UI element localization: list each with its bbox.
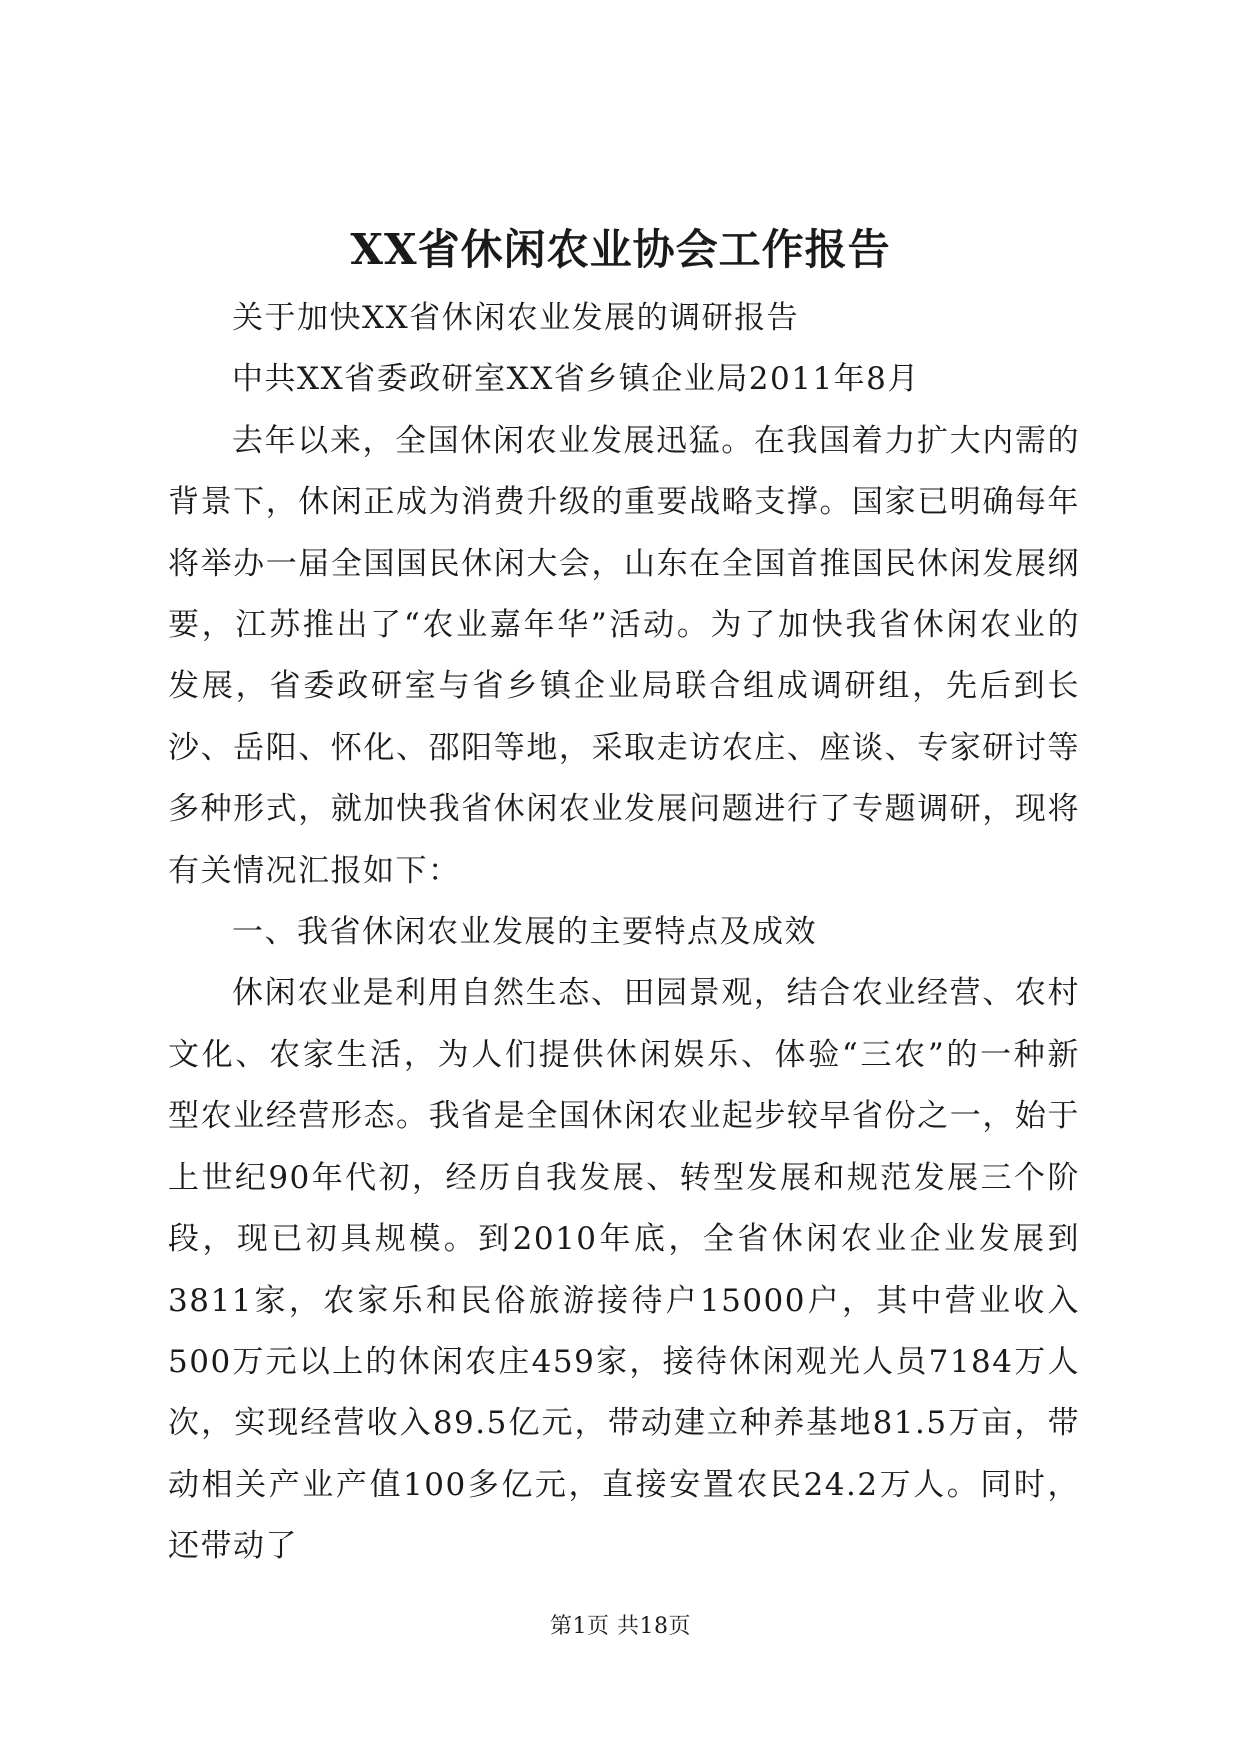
author-date-paragraph: 中共XX省委政研室XX省乡镇企业局2011年8月	[232, 361, 920, 398]
section-heading: 一、我省休闲农业发展的主要特点及成效	[232, 914, 817, 951]
page-footer: 第1页 共18页	[550, 1614, 691, 1639]
subtitle-paragraph: 关于加快XX省休闲农业发展的调研报告	[232, 300, 800, 336]
intro-paragraph: 去年以来，全国休闲农业发展迅猛。在我国着力扩大内需的背景下，休闲正成为消费升级的重要战略支撑。国家已明确每年将举办一届全国国民休闲大会，山东在全国首推国民休闲发展纲要，江苏推出了“农业嘉年华”活动。为了加快我省休闲农业的发展，省委政研室与省乡镇企业局联合组成调研组，先后到长沙、岳阳、怀化、邵阳等地，采取走访农庄、座谈、专家研讨等多种形式，就加快我省休闲农业发展问题进行了专题调研，现将有关情况汇报如下：	[168, 422, 1080, 889]
document-title: XX省休闲农业协会工作报告	[350, 225, 891, 274]
body-paragraph: 休闲农业是利用自然生态、田园景观，结合农业经营、农村文化、农家生活，为人们提供休闲娱乐、体验“三农”的一种新型农业经营形态。我省是全国休闲农业起步较早省份之一，始于上世纪90年代初，经历自我发展、转型发展和规范发展三个阶段，现已初具规模。到2010年底，全省休闲农业企业发展到3811家，农家乐和民俗旅游接待户15000户，其中营业收入500万元以上的休闲农庄459家，接待休闲观光人员7184万人次，实现经营收入89.5亿元，带动建立种养基地81.5万亩，带动相关产业产值100多亿元，直接安置农民24.2万人。同时，还带动了	[168, 975, 1080, 1565]
document-body	[168, 288, 1080, 1578]
